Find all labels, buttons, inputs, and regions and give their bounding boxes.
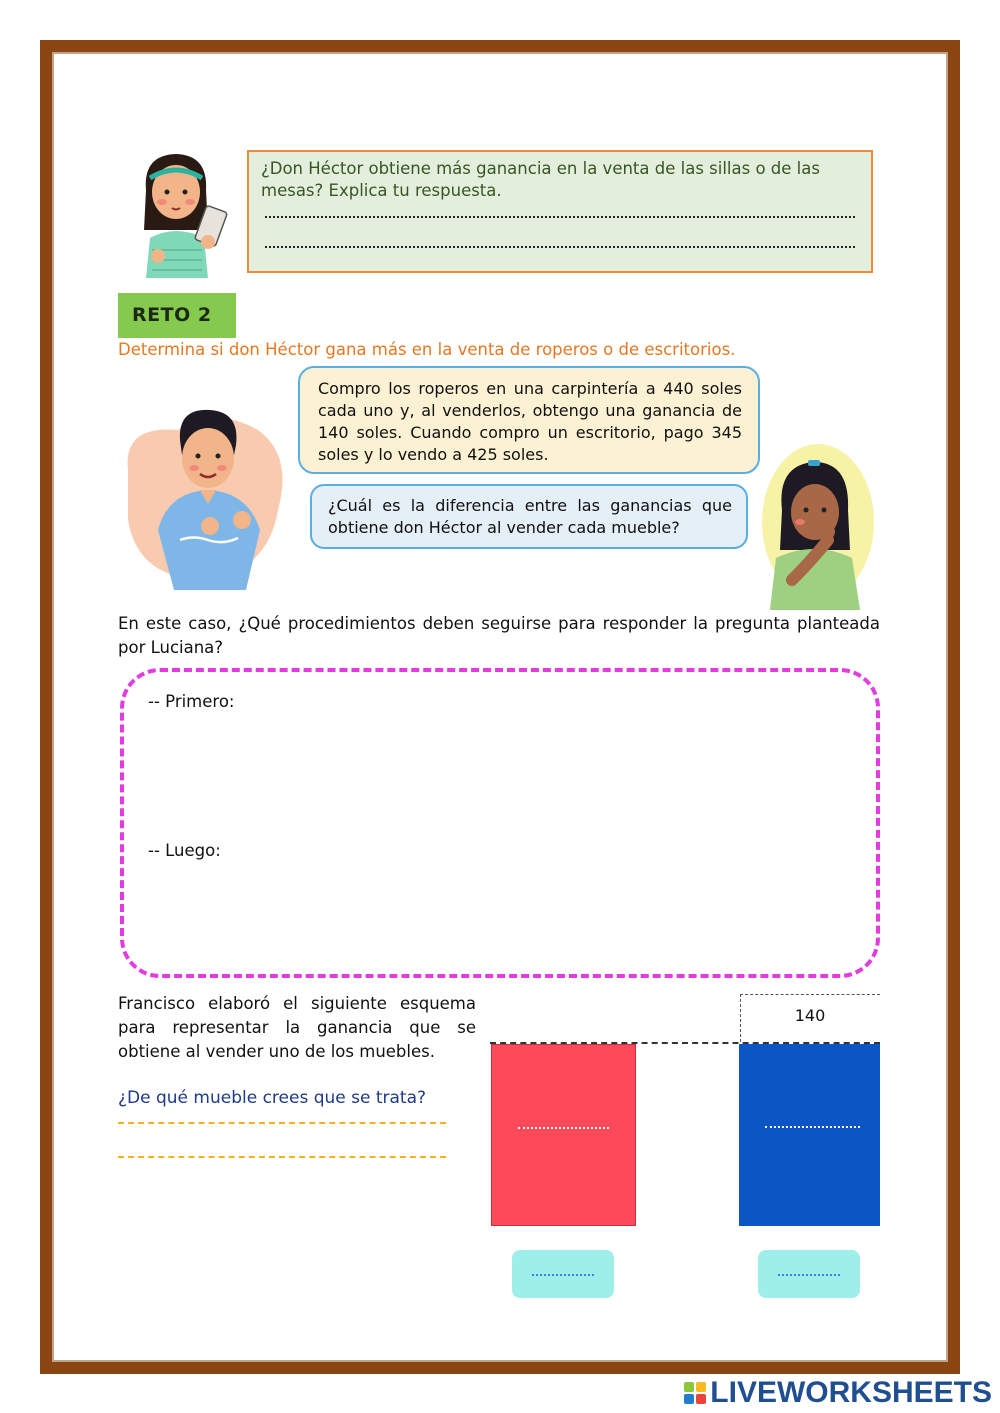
left-answer-button[interactable] <box>512 1250 614 1298</box>
answer-line-3[interactable] <box>118 1122 446 1124</box>
reflection-question-box <box>247 150 873 273</box>
left-bar <box>491 1044 636 1226</box>
scheme-question: ¿De qué mueble crees que se trata? <box>118 1088 427 1108</box>
then-step-label: -- Luego: <box>148 841 221 860</box>
answer-line-4[interactable] <box>118 1156 446 1158</box>
scheme-description: Francisco elaboró el siguiente esquema para representar la ganancia que se obtiene al vender uno de los muebles. <box>118 994 476 1061</box>
answer-line-2[interactable] <box>265 236 855 248</box>
right-bar <box>739 1044 880 1226</box>
don-hector-illustration <box>118 400 288 595</box>
girl-with-tablet-illustration <box>128 150 238 278</box>
procedure-question: En este caso, ¿Qué procedimientos deben seguirse para responder la pregunta planteada por Luciana? <box>118 614 880 657</box>
reto-instruction: Determina si don Héctor gana más en la venta de roperos o de escritorios. <box>118 340 736 359</box>
hector-speech-text: Compro los roperos en una carpintería a 440 soles cada uno y, al venderlos, obtengo una ganancia de 140 soles. Cuando compro un escritorio, pago 345 soles y lo vendo a 425 soles. <box>318 379 742 464</box>
right-bar-blank[interactable] <box>765 1126 860 1128</box>
luciana-illustration <box>752 440 877 610</box>
gain-label: 140 <box>794 1006 826 1025</box>
reflection-question-text: ¿Don Héctor obtiene más ganancia en la venta de las sillas o de las mesas? Explica tu respuesta. <box>261 159 820 200</box>
answer-line-1[interactable] <box>265 206 855 218</box>
luciana-speech-text: ¿Cuál es la diferencia entre las ganancias que obtiene don Héctor al vender cada mueble? <box>328 496 732 537</box>
procedure-answer-box[interactable] <box>120 668 880 978</box>
reto-badge: RETO 2 <box>118 293 236 338</box>
liveworksheets-icon <box>684 1382 706 1404</box>
first-step-label: -- Primero: <box>148 692 235 711</box>
left-bar-blank[interactable] <box>518 1127 609 1129</box>
hector-speech-bubble <box>298 366 760 474</box>
luciana-speech-bubble <box>310 484 748 549</box>
liveworksheets-text: LIVEWORKSHEETS <box>710 1376 992 1409</box>
liveworksheets-logo <box>684 1376 992 1410</box>
right-answer-button[interactable] <box>758 1250 860 1298</box>
